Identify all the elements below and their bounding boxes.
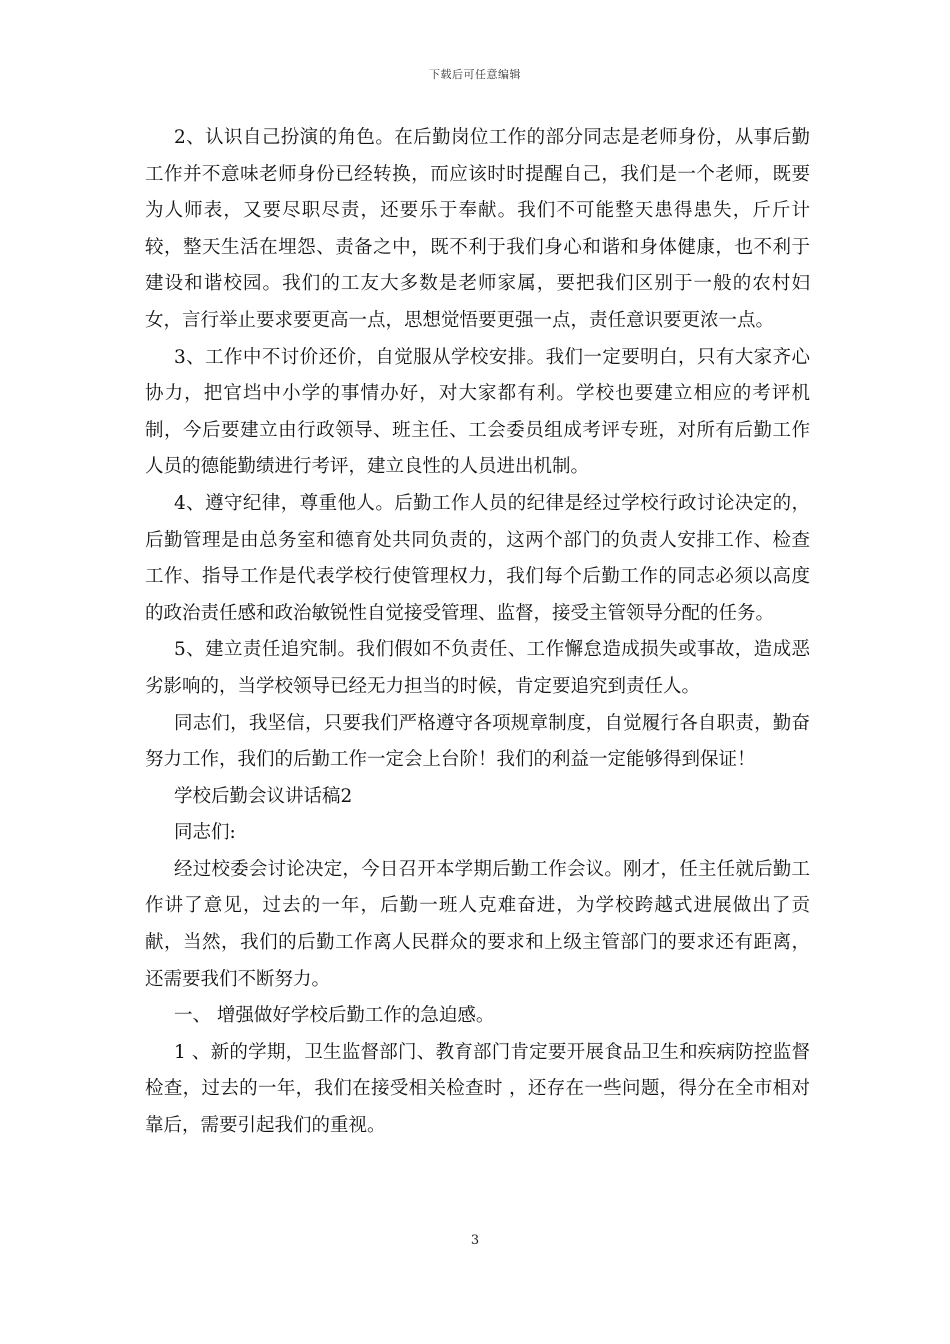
closing-paragraph: 同志们，我坚信，只要我们严格遵守各项规章制度，自觉履行各自职责，勤奋努力工作，我们的后勤工作一定会上台阶！我们的利益一定能够得到保证！ bbox=[145, 712, 810, 771]
paragraph-item-3: 3、工作中不讨价还价，自觉服从学校安排。我们一定要明白，只有大家齐心协力，把官垱中小学的事情办好，对大家都有利。学校也要建立相应的考评机制，今后要建立由行政领导、班主任、工会委员组成考评专班，对所有后勤工作人员的德能勤绩进行考评，建立良性的人员进出机制。 bbox=[145, 346, 810, 478]
page-number: 3 bbox=[470, 1233, 480, 1248]
intro-paragraph: 经过校委会讨论决定，今日召开本学期后勤工作会议。刚才，任主任就后勤工作讲了意见，过去的一年，后勤一班人克难奋进，为学校跨越式进展做出了贡献，当然，我们的后勤工作离人民群众的要求和上级主管部门的要求还有距离，还需要我们不断努力。 bbox=[145, 858, 810, 990]
paragraph-item-4: 4、遵守纪律，尊重他人。后勤工作人员的纪律是经过学校行政讨论决定的，后勤管理是由总务室和德育处共同负责的，这两个部门的负责人安排工作、检查工作、指导工作是代表学校行使管理权力，我们每个后勤工作的同志必须以高度的政治责任感和政治敏锐性自觉接受管理、监督，接受主管领导分配的任务。 bbox=[145, 492, 810, 624]
page-header: 下载后可任意编辑 bbox=[429, 68, 521, 81]
document-body bbox=[145, 120, 810, 1145]
subsection-heading: 一、 增强做好学校后勤工作的急迫感。 bbox=[174, 1005, 495, 1027]
salutation: 同志们: bbox=[174, 822, 236, 844]
paragraph-item-2: 2、认识自己扮演的角色。在后勤岗位工作的部分同志是老师身份，从事后勤工作并不意味老师身份已经转换，而应该时时提醒自己，我们是一个老师，既要为人师表，又要尽职尽责，还要乐于奉献。我们不可能整天患得患失，斤斤计较，整天生活在埋怨、责备之中，既不利于我们身心和谐和身体健康，也不利于建设和谐校园。我们的工友大多数是老师家属，要把我们区别于一般的农村妇女，言行举止要求要更高一点，思想觉悟要更强一点，责任意识要更浓一点。 bbox=[145, 127, 810, 331]
subsection-item-1: 1 、新的学期，卫生监督部门、教育部门肯定要开展食品卫生和疾病防控监督检查，过去的一年，我们在接受相关检查时 ，还存在一些问题，得分在全市相对靠后，需要引起我们的重视。 bbox=[145, 1041, 810, 1137]
section-title: 学校后勤会议讲话稿2 bbox=[174, 785, 353, 807]
paragraph-item-5: 5、建立责任追究制。我们假如不负责任、工作懈怠造成损失或事故，造成恶劣影响的，当学校领导已经无力担当的时候，肯定要追究到责任人。 bbox=[145, 639, 810, 697]
